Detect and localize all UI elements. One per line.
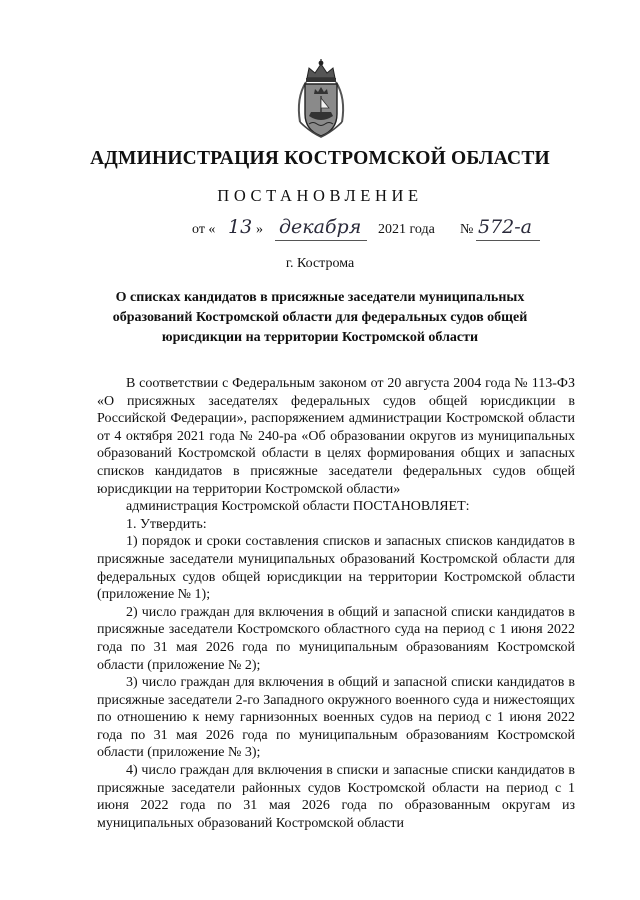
date-quote-close: » [256, 222, 263, 237]
date-month-handwritten: декабря [279, 216, 362, 238]
item-1: 1. Утвердить: [126, 516, 207, 532]
coat-of-arms-emblem [290, 58, 352, 140]
date-year: 2021 года [378, 222, 435, 237]
date-day-handwritten: 13 [228, 216, 253, 238]
document-body [97, 375, 575, 832]
document-number-handwritten: 572-а [478, 216, 533, 238]
document-subject: О списках кандидатов в присяжные заседатели муниципальных образований Костромской области для федеральных судов общей юрисдикции на территории Костромской области [112, 290, 528, 345]
number-sign: № [460, 222, 474, 237]
subitem-3: 3) число граждан для включения в общий и запасной списки кандидатов в присяжные заседатели 2-го Западного окружного военного суда и нижестоящих по отношению к нему гарнизонных военных судов на период с 1 июня 2022 года по 31 мая 2026 года по муниципальным образованиям Костромской области (приложение № 3); [97, 675, 575, 761]
month-underline [275, 240, 367, 241]
subitem-4: 4) число граждан для включения в списки и запасные списки кандидатов в присяжные заседатели районных судов Костромской области на период с 1 июня 2022 года по 31 мая 2026 года по образованным округам из муниципальных образований Костромской области [97, 763, 575, 831]
organization-title: АДМИНИСТРАЦИЯ КОСТРОМСКОЙ ОБЛАСТИ [90, 148, 550, 169]
document-type: ПОСТАНОВЛЕНИЕ [217, 186, 423, 205]
preamble-paragraph: В соответствии с Федеральным законом от 20 августа 2004 года № 113-ФЗ «О присяжных заседателях федеральных судов общей юрисдикции в Российской Федерации», распоряжением администрации Костромской области от 4 октября 2021 года № 240-ра «Об образовании округов из муниципальных образований Костромской области в целях формирования общих и запасных списков кандидатов в присяжные заседатели федеральных судов общей юрисдикции на территории Костромской области» [97, 376, 575, 497]
subitem-2: 2) число граждан для включения в общий и запасной списки кандидатов в присяжные заседатели Костромского областного суда на период с 1 июня 2022 года по 31 мая 2026 года по муниципальным образованиям Костромской области (приложение № 2); [97, 604, 575, 673]
resolution-line: администрация Костромской области ПОСТАНОВЛЯЕТ: [126, 499, 470, 515]
city-line: г. Кострома [285, 256, 355, 271]
number-underline [476, 240, 540, 241]
subitem-1: 1) порядок и сроки составления списков и запасных списков кандидатов в присяжные заседатели муниципальных образований Костромской области для федеральных судов общей юрисдикции на территории Костромской области (приложение № 1); [97, 534, 575, 603]
date-prefix: от « [192, 222, 216, 237]
